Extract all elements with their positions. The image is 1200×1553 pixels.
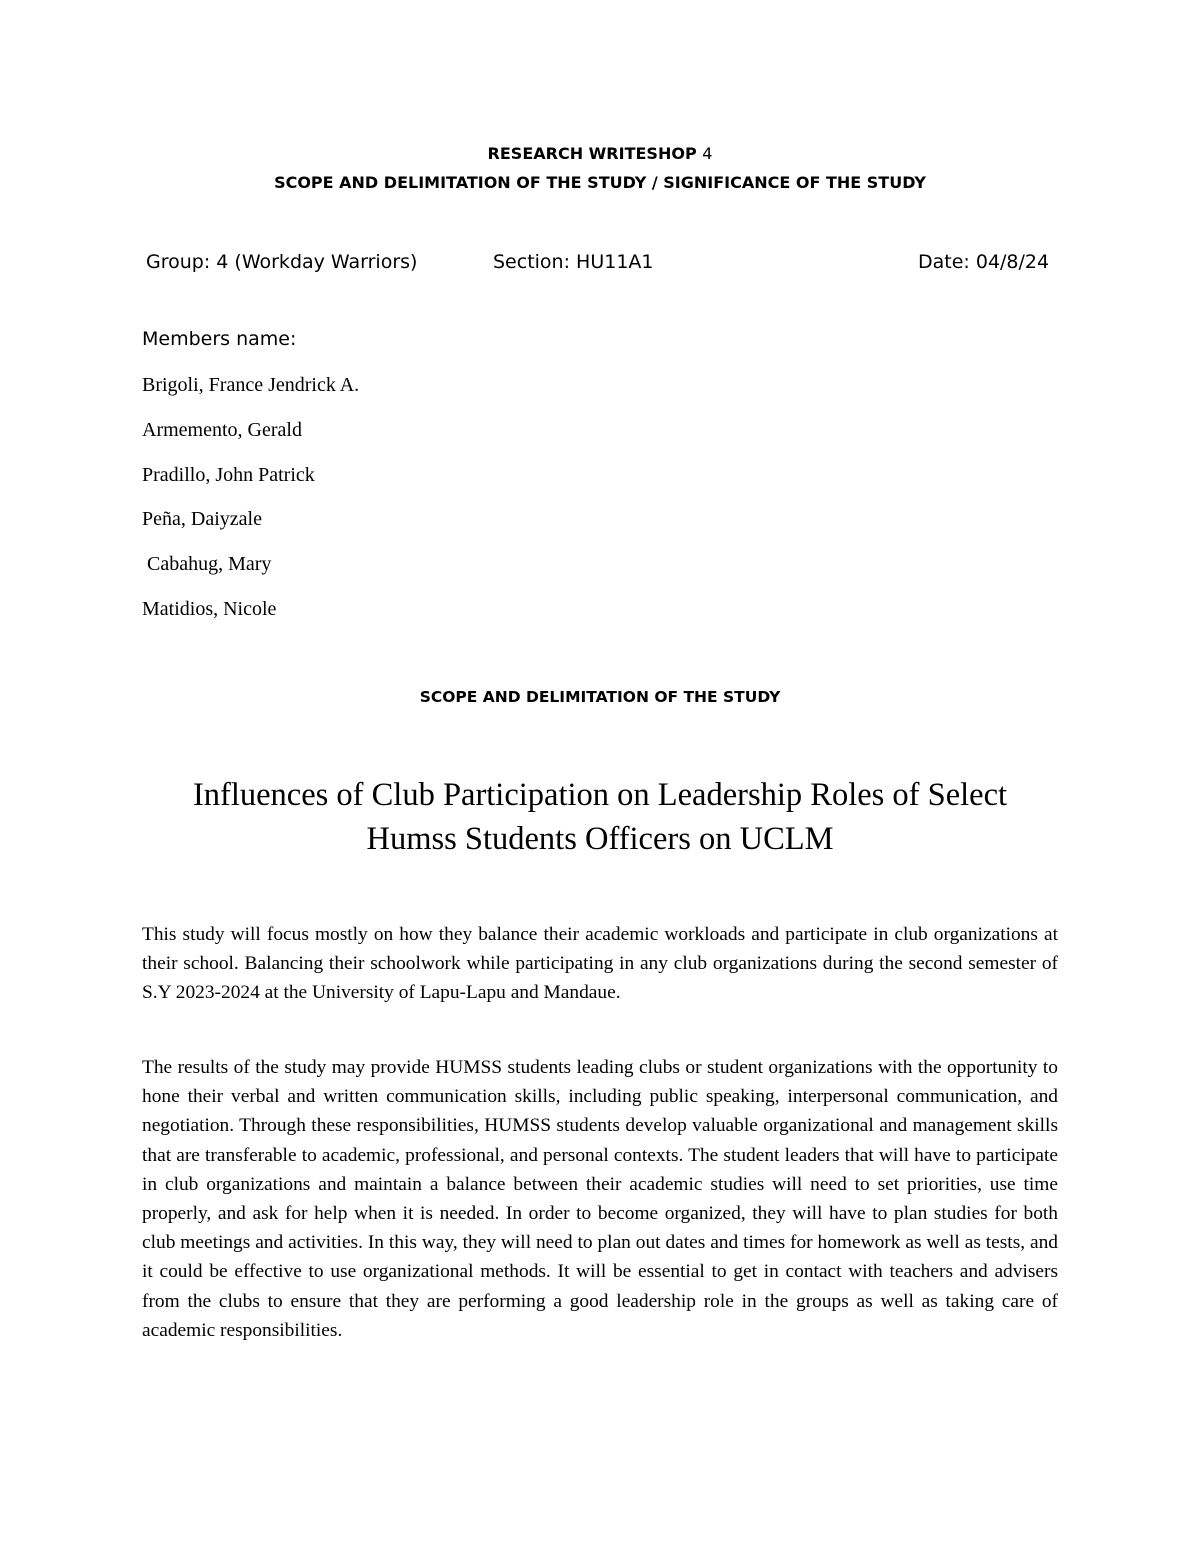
section-info: Section: HU11A1 — [493, 251, 654, 273]
document-subtitle: SCOPE AND DELIMITATION OF THE STUDY / SIGNIFICANCE OF THE STUDY — [274, 173, 926, 192]
writeshop-title-text: RESEARCH WRITESHOP — [487, 144, 697, 163]
member-name: Armemento, Gerald — [142, 419, 302, 441]
member-name: Peña, Daiyzale — [142, 508, 262, 530]
study-title — [100, 773, 1100, 861]
members-label: Members name: — [142, 328, 297, 350]
section-heading: SCOPE AND DELIMITATION OF THE STUDY — [419, 688, 781, 706]
member-name: Pradillo, John Patrick — [142, 464, 315, 486]
writeshop-title — [0, 144, 1200, 164]
body-paragraph: This study will focus mostly on how they balance their academic workloads and participate in club organizations at their school. Balancing their schoolwork while participating in any club organizations during the second semester of S.Y 2023-2024 at the University of Lapu-Lapu and Mandaue. — [142, 924, 1058, 1004]
member-name: Matidios, Nicole — [142, 598, 277, 620]
study-title-line: Influences of Club Participation on Leadership Roles of Select — [192, 777, 1008, 813]
date-info: Date: 04/8/24 — [918, 251, 1050, 273]
member-name: Cabahug, Mary — [142, 553, 272, 575]
body-paragraph: The results of the study may provide HUMSS students leading clubs or student organizations with the opportunity to hone their verbal and written communication skills, including public speaking, interpersonal communication, and negotiation. Through these responsibilities, HUMSS students develop valuable organizational and management skills that are transferable to academic, professional, and personal contexts. The student leaders that will have to participate in club organizations and maintain a balance between their academic studies will need to set priorities, use time properly, and ask for help when it is needed. In order to become organized, they will have to plan studies for both club meetings and activities. In this way, they will need to plan out dates and times for homework as well as tests, and it could be effective to use organizational methods. It will be essential to get in contact with teachers and advisers from the clubs to ensure that they are performing a good leadership role in the groups as well as taking care of academic responsibilities. — [142, 1057, 1058, 1341]
group-info: Group: 4 (Workday Warriors) — [146, 251, 418, 273]
study-title-line: Humss Students Officers on UCLM — [366, 821, 834, 857]
member-name: Brigoli, France Jendrick A. — [142, 374, 360, 396]
writeshop-number: 4 — [702, 144, 713, 163]
